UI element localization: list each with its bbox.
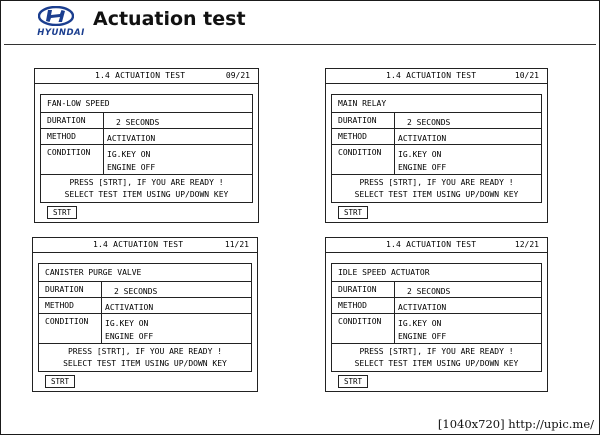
- method-label: METHOD: [41, 128, 104, 144]
- instruction-line: PRESS [STRT], IF YOU ARE READY !: [69, 178, 224, 187]
- header-divider: [4, 44, 596, 45]
- test-item-name[interactable]: CANISTER PURGE VALVE: [39, 264, 251, 282]
- slide-header: [0, 0, 600, 46]
- duration-label: DURATION: [332, 112, 395, 128]
- duration-value: 2 SECONDS: [116, 118, 160, 127]
- duration-label: DURATION: [39, 281, 102, 297]
- condition-label: CONDITION: [39, 313, 102, 343]
- condition-value: [398, 317, 446, 343]
- condition-row: [41, 144, 252, 175]
- condition-value: [105, 317, 153, 343]
- condition-label: CONDITION: [332, 144, 395, 174]
- duration-row: [332, 112, 541, 129]
- instruction-line: SELECT TEST ITEM USING UP/DOWN KEY: [63, 359, 227, 368]
- condition-row: [332, 313, 541, 344]
- screen-header: [326, 238, 547, 253]
- test-item-name[interactable]: FAN-LOW SPEED: [41, 95, 252, 113]
- instruction-line: SELECT TEST ITEM USING UP/DOWN KEY: [354, 359, 519, 368]
- instruction-line: SELECT TEST ITEM USING UP/DOWN KEY: [354, 190, 519, 199]
- method-label: METHOD: [332, 297, 395, 313]
- condition-value: [107, 148, 155, 174]
- strt-button[interactable]: STRT: [45, 375, 75, 388]
- condition-row: [39, 313, 251, 344]
- instruction-line: PRESS [STRT], IF YOU ARE READY !: [67, 347, 223, 356]
- test-info-table: [331, 94, 542, 203]
- method-value: ACTIVATION: [398, 303, 447, 312]
- duration-label: DURATION: [41, 112, 104, 128]
- screen-header: [33, 238, 257, 253]
- method-label: METHOD: [39, 297, 102, 313]
- screen-page-number: 09/21: [225, 71, 250, 80]
- instruction-line: PRESS [STRT], IF YOU ARE READY !: [359, 178, 514, 187]
- brand-wordmark: HYUNDAI: [37, 28, 85, 38]
- duration-value: 2 SECONDS: [407, 287, 451, 296]
- actuation-test-screen: [325, 68, 548, 223]
- screen-title: 1.4 ACTUATION TEST: [386, 71, 477, 80]
- screen-page-number: 12/21: [514, 240, 539, 249]
- method-value: ACTIVATION: [105, 303, 154, 312]
- strt-button[interactable]: STRT: [338, 206, 368, 219]
- instruction-message: [39, 346, 251, 370]
- strt-button[interactable]: STRT: [338, 375, 368, 388]
- test-item-name[interactable]: MAIN RELAY: [332, 95, 541, 113]
- method-row: [332, 128, 541, 145]
- actuation-test-screen: [34, 68, 259, 223]
- condition-label: CONDITION: [332, 313, 395, 343]
- condition-line: IG.KEY ON: [105, 319, 149, 328]
- duration-row: [39, 281, 251, 298]
- test-item-name[interactable]: IDLE SPEED ACTUATOR: [332, 264, 541, 282]
- condition-line: ENGINE OFF: [398, 163, 447, 172]
- method-label: METHOD: [332, 128, 395, 144]
- duration-value: 2 SECONDS: [407, 118, 451, 127]
- method-value: ACTIVATION: [398, 134, 447, 143]
- instruction-message: [41, 177, 252, 201]
- condition-line: ENGINE OFF: [105, 332, 154, 341]
- hyundai-logo-icon: [38, 6, 74, 26]
- method-row: [332, 297, 541, 314]
- screen-page-number: 11/21: [224, 240, 249, 249]
- duration-row: [41, 112, 252, 129]
- condition-line: IG.KEY ON: [398, 319, 442, 328]
- condition-line: IG.KEY ON: [398, 150, 442, 159]
- duration-label: DURATION: [332, 281, 395, 297]
- image-host-watermark: [1040x720] http://upic.me/: [437, 417, 594, 431]
- test-info-table: [38, 263, 252, 372]
- screen-page-number: 10/21: [514, 71, 539, 80]
- screen-title: 1.4 ACTUATION TEST: [93, 240, 184, 249]
- condition-line: IG.KEY ON: [107, 150, 151, 159]
- instruction-line: PRESS [STRT], IF YOU ARE READY !: [359, 347, 514, 356]
- condition-line: ENGINE OFF: [107, 163, 156, 172]
- condition-label: CONDITION: [41, 144, 104, 174]
- test-info-table: [40, 94, 253, 203]
- screen-header: [35, 69, 258, 84]
- method-row: [41, 128, 252, 145]
- method-row: [39, 297, 251, 314]
- screen-title: 1.4 ACTUATION TEST: [95, 71, 186, 80]
- instruction-line: SELECT TEST ITEM USING UP/DOWN KEY: [64, 190, 229, 199]
- page-title: Actuation test: [93, 8, 246, 30]
- test-info-table: [331, 263, 542, 372]
- condition-row: [332, 144, 541, 175]
- duration-row: [332, 281, 541, 298]
- actuation-test-screen: [325, 237, 548, 392]
- method-value: ACTIVATION: [107, 134, 156, 143]
- screen-header: [326, 69, 547, 84]
- condition-line: ENGINE OFF: [398, 332, 447, 341]
- condition-value: [398, 148, 446, 174]
- screen-title: 1.4 ACTUATION TEST: [386, 240, 477, 249]
- strt-button[interactable]: STRT: [47, 206, 77, 219]
- actuation-test-screen: [32, 237, 258, 392]
- instruction-message: [332, 346, 541, 370]
- duration-value: 2 SECONDS: [114, 287, 158, 296]
- instruction-message: [332, 177, 541, 201]
